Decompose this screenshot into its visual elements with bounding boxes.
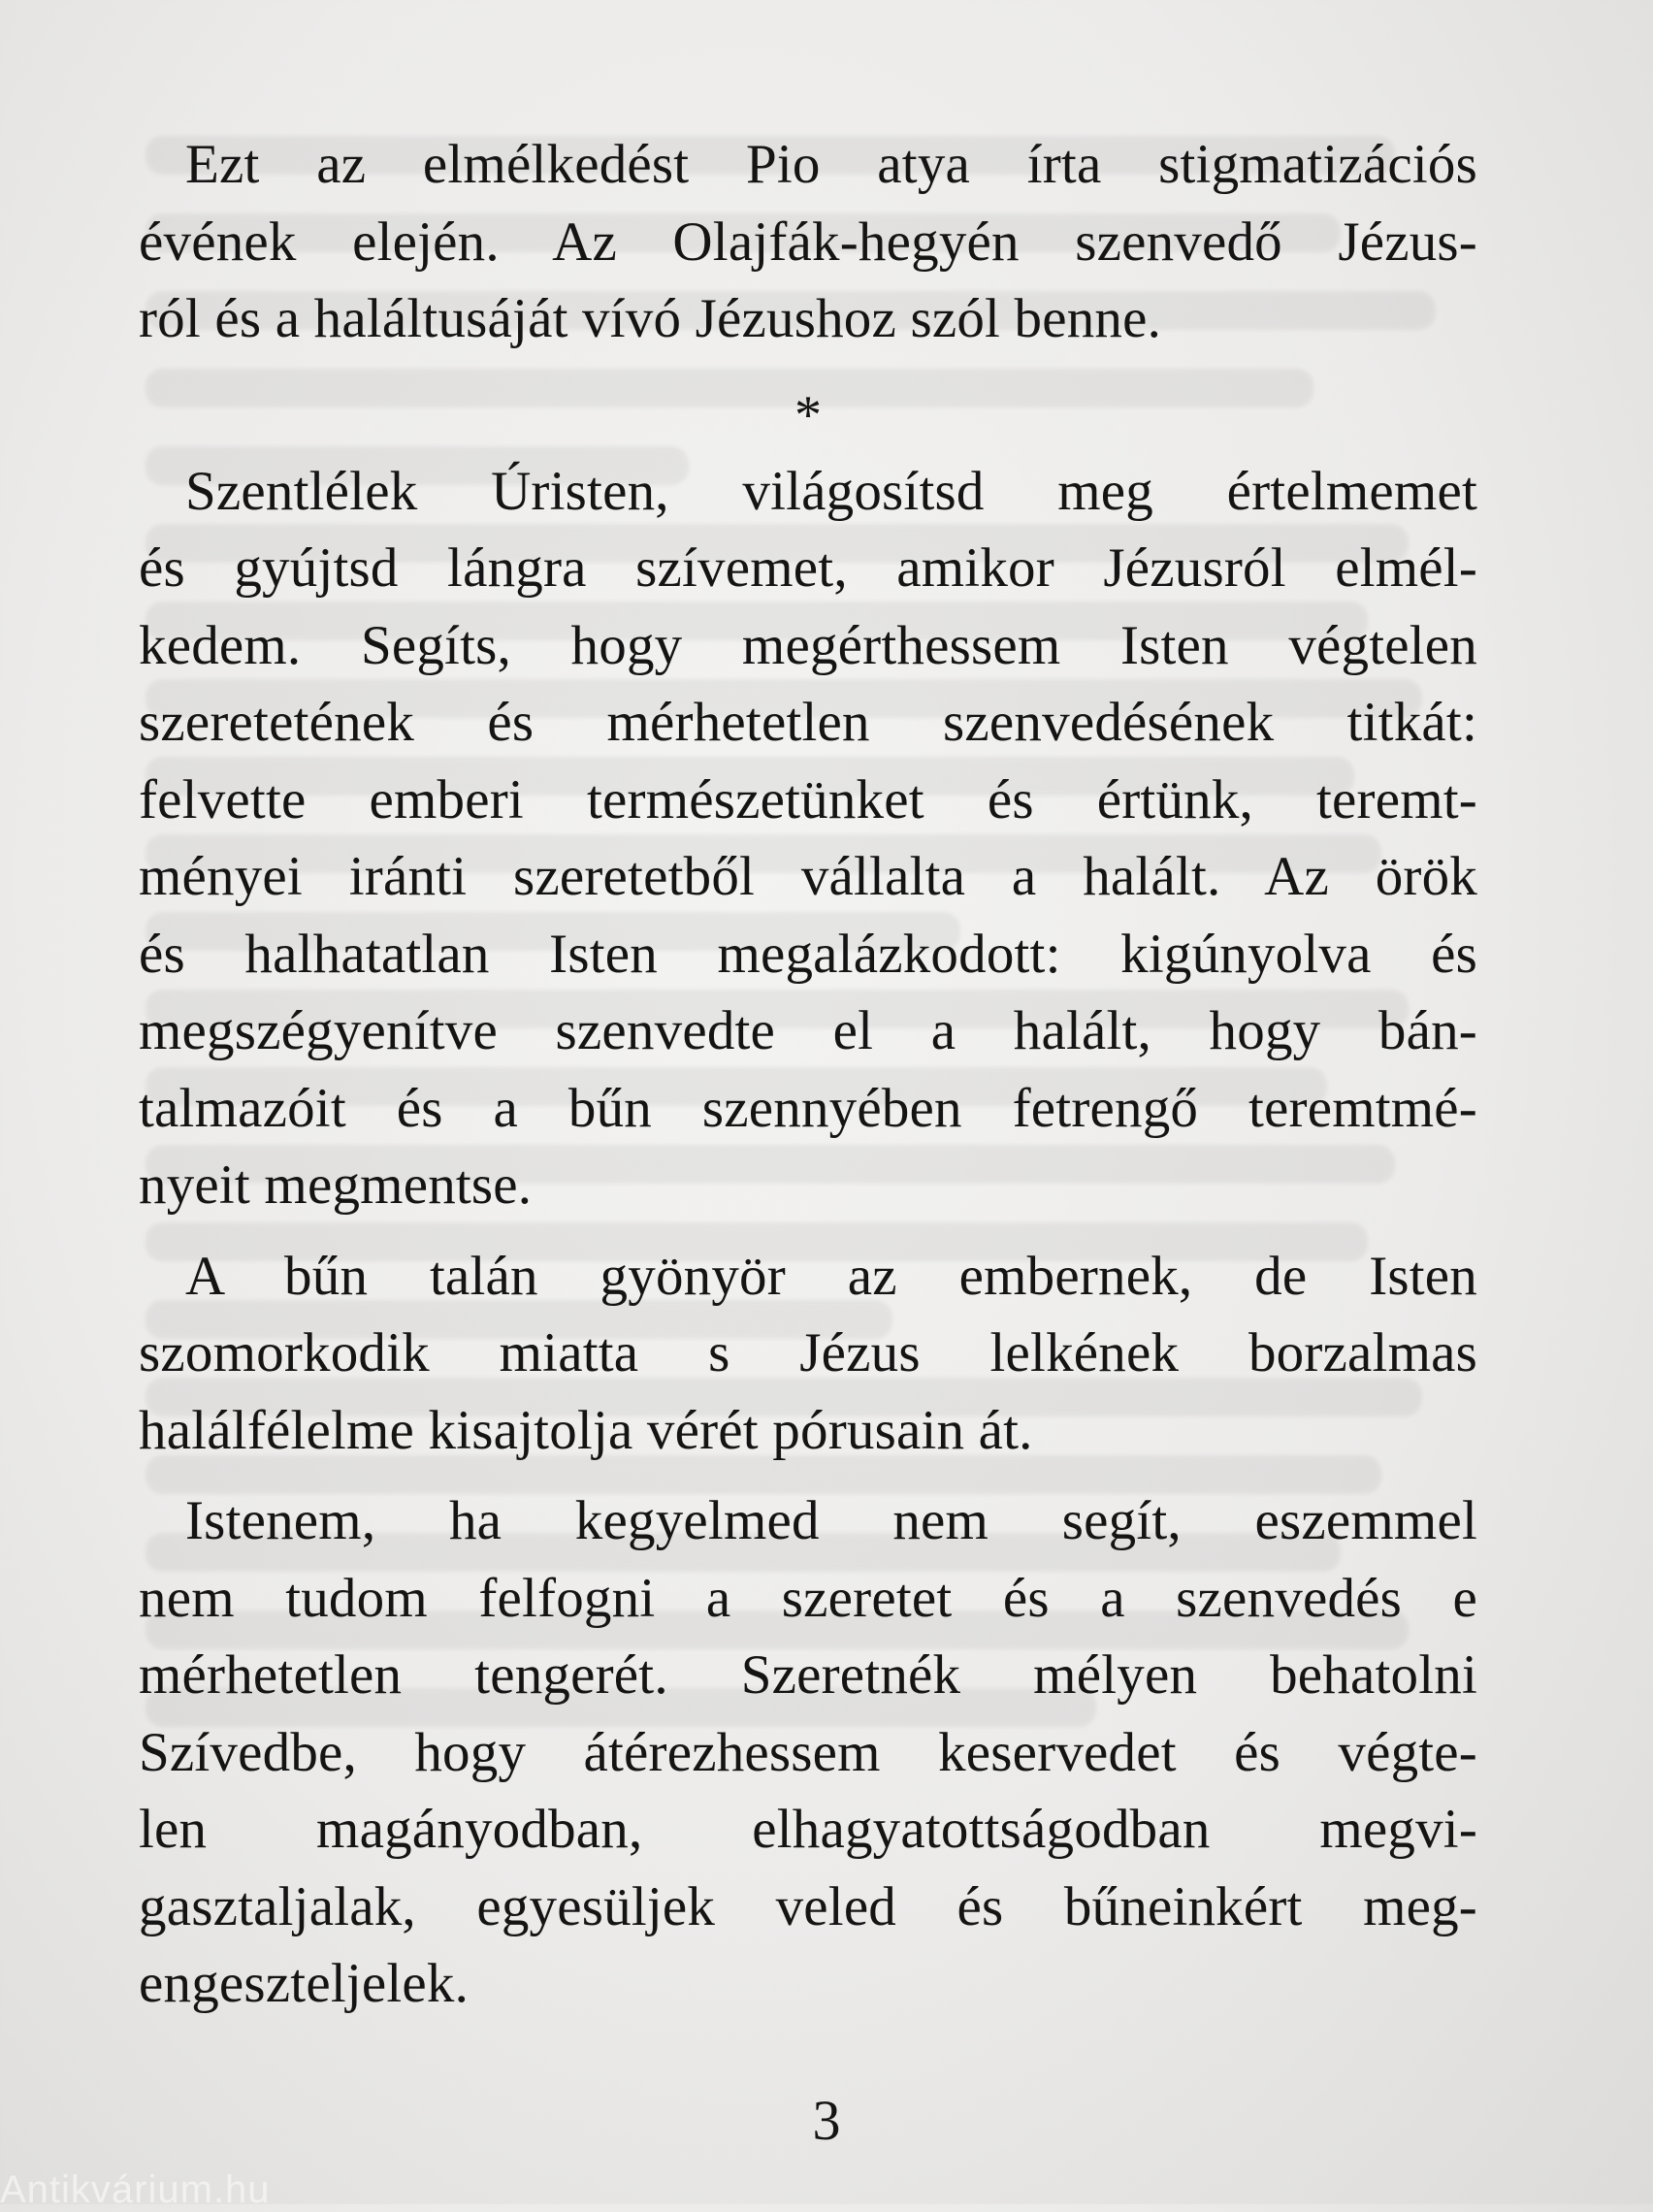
text-line: Ezt az elmélkedést Pio atya írta stigmatizációs [185,134,1477,195]
text-line: kedem. Segíts, hogy megérthessem Isten végtelen [139,614,1477,676]
text-line: Szentlélek Úristen, világosítsd meg értelmemet [185,460,1477,522]
paragraph [139,1238,1477,1470]
text-line: évének elején. Az Olajfák-hegyén szenvedő Jézus- [139,211,1477,273]
text-line: ról és a haláltusáját vívó Jézushoz szól benne. [139,288,1162,349]
text-line: len magányodban, elhagyatottságodban megvi- [139,1799,1477,1860]
paragraph [139,453,1477,1224]
text-line: nem tudom felfogni a szeretet és a szenvedés e [139,1567,1477,1629]
text-line: gasztaljalak, egyesüljek veled és bűneinkért meg- [139,1875,1477,1937]
text-line: és gyújtsd lángra szívemet, amikor Jézusról elmél- [139,537,1477,599]
body-text [139,126,1477,2036]
section-separator: * [794,384,822,445]
text-line: és halhatatlan Isten megalázkodott: kigúnyolva és [139,923,1477,985]
text-line: engeszteljelek. [139,1953,470,2014]
text-line: Istenem, ha kegyelmed nem segít, eszemmel [185,1490,1477,1551]
text-line: szeretetének és mérhetetlen szenvedésének titkát: [139,692,1477,753]
text-line: mérhetetlen tengerét. Szeretnék mélyen behatolni [139,1644,1477,1706]
text-line: szomorkodik miatta s Jézus lelkének borzalmas [139,1322,1477,1383]
text-line: nyeit megmentse. [139,1155,533,1216]
text-line: megszégyenítve szenvedte el a halált, hogy bán- [139,1000,1477,1061]
paragraph [139,1482,1477,2023]
text-line: A bűn talán gyönyör az embernek, de Isten [185,1245,1477,1307]
text-line: felvette emberi természetünket és értünk, teremt- [139,768,1477,830]
text-line: ményei iránti szeretetből vállalta a halált. Az örök [139,846,1477,907]
intro-paragraph [139,126,1477,358]
page-number: 3 [812,2089,841,2152]
text-line: talmazóit és a bűn szennyében fetrengő teremtmé- [139,1077,1477,1139]
text-line: halálfélelme kisajtolja vérét pórusain át. [139,1399,1033,1461]
watermark: Antikvárium.hu [0,2168,271,2211]
text-line: Szívedbe, hogy átérezhessem keservedet és végte- [139,1721,1477,1783]
